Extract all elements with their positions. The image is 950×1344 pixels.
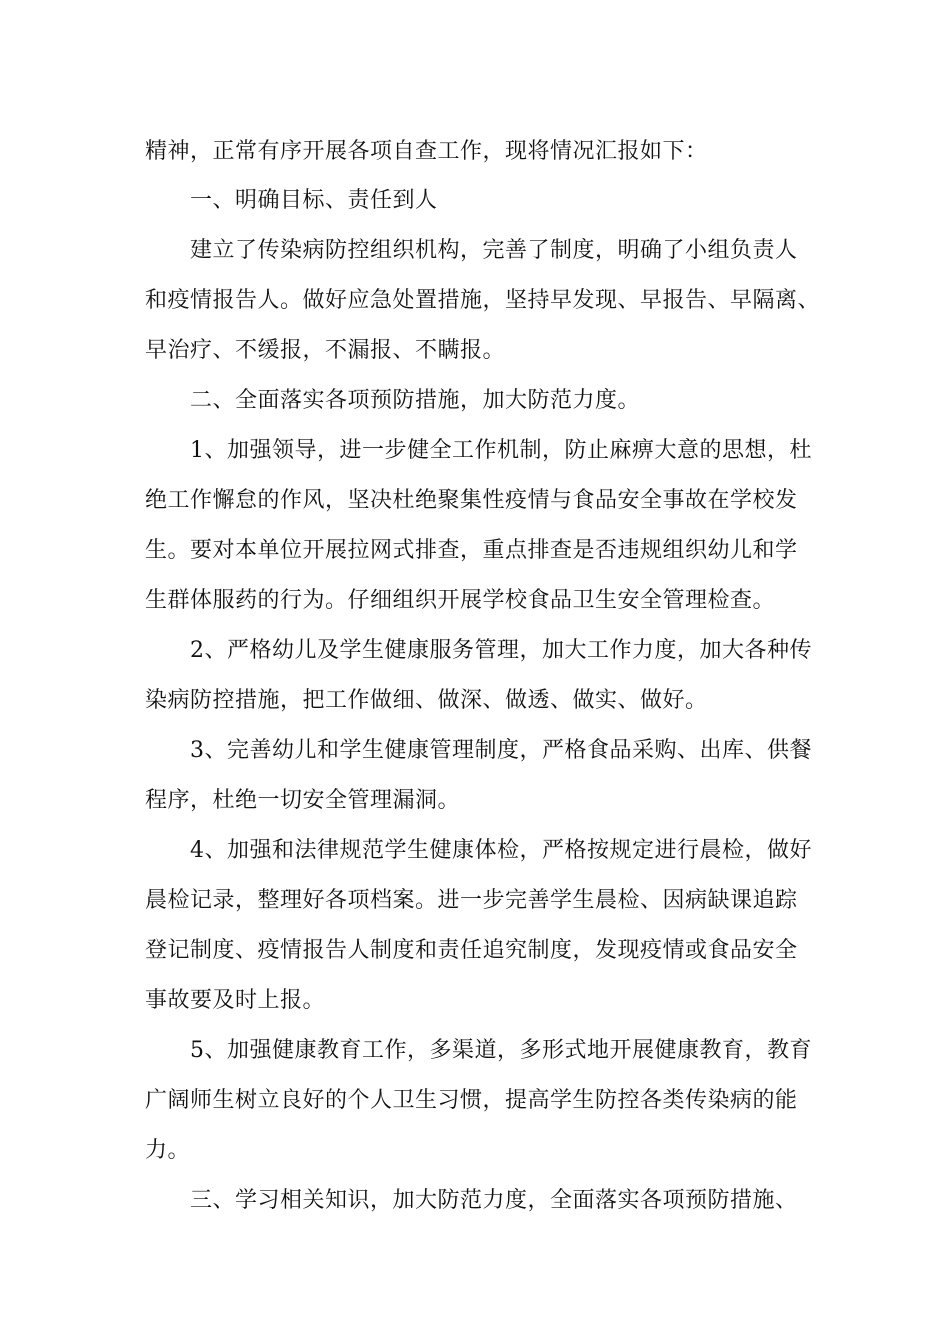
section-heading: 二、全面落实各项预防措施，加大防范力度。 <box>190 388 641 413</box>
text-line: 生。要对本单位开展拉网式排查，重点排查是否违规组织幼儿和学 <box>145 538 798 563</box>
text-line: 登记制度、疫情报告人制度和责任追究制度，发现疫情或食品安全 <box>145 938 798 963</box>
text-line: 5、加强健康教育工作，多渠道，多形式地开展健康教育，教育 <box>190 1038 812 1063</box>
text-line: 精神，正常有序开展各项自查工作，现将情况汇报如下： <box>145 139 708 164</box>
section-heading: 一、明确目标、责任到人 <box>190 188 438 213</box>
section-heading: 三、学习相关知识，加大防范力度，全面落实各项预防措施、 <box>190 1188 798 1213</box>
text-line: 早治疗、不缓报，不漏报、不瞒报。 <box>145 338 506 363</box>
text-line: 染病防控措施，把工作做细、做深、做透、做实、做好。 <box>145 688 708 713</box>
text-line: 2、严格幼儿及学生健康服务管理，加大工作力度，加大各种传 <box>190 638 812 663</box>
text-line: 力。 <box>145 1138 191 1163</box>
text-line: 建立了传染病防控组织机构，完善了制度，明确了小组负责人 <box>190 238 798 263</box>
text-line: 3、完善幼儿和学生健康管理制度，严格食品采购、出库、供餐 <box>190 738 812 763</box>
text-line: 程序，杜绝一切安全管理漏洞。 <box>145 788 461 813</box>
text-line: 事故要及时上报。 <box>145 988 326 1013</box>
text-line: 生群体服药的行为。仔细组织开展学校食品卫生安全管理检查。 <box>145 588 776 613</box>
text-line: 1、加强领导，进一步健全工作机制，防止麻痹大意的思想，杜 <box>190 438 812 463</box>
text-line: 晨检记录，整理好各项档案。进一步完善学生晨检、因病缺课追踪 <box>145 888 798 913</box>
text-line: 4、加强和法律规范学生健康体检，严格按规定进行晨检，做好 <box>190 838 812 863</box>
text-line: 广阔师生树立良好的个人卫生习惯，提高学生防控各类传染病的能 <box>145 1088 798 1113</box>
text-line: 和疫情报告人。做好应急处置措施，坚持早发现、早报告、早隔离、 <box>145 288 821 313</box>
text-line: 绝工作懈怠的作风，坚决杜绝聚集性疫情与食品安全事故在学校发 <box>145 488 798 513</box>
